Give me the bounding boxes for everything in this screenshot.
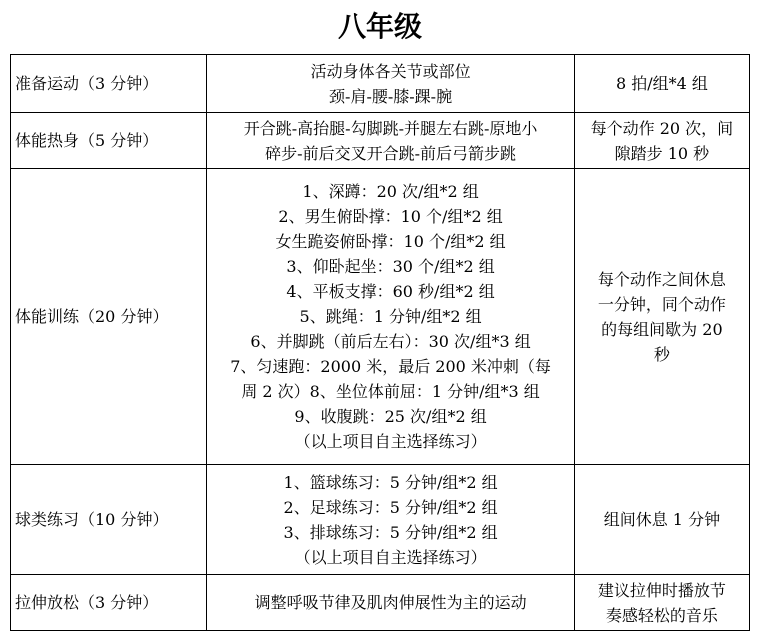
content-line: 2、足球练习：5 分钟/组*2 组 [283, 497, 498, 517]
note-line: 一分钟，同个动作 [597, 294, 726, 314]
content-line: 7、匀速跑：2000 米，最后 200 米冲刺（每 [230, 357, 551, 376]
table-row [11, 465, 750, 575]
content-line: 碎步-前后交叉开合跳-前后弓箭步跳 [265, 143, 516, 163]
content-line: 颈-肩-腰-膝-踝-腕 [329, 86, 453, 106]
note-line: 每个动作 20 次，间 [590, 118, 734, 138]
note-cell [574, 465, 749, 575]
note-line: 隙踏步 10 秒 [614, 143, 710, 163]
table-row [11, 55, 750, 113]
note-line: 的每组间歇为 20 [601, 319, 723, 339]
content-line: （以上项目自主选择练习） [294, 547, 487, 567]
note-line: 奏感轻松的音乐 [605, 605, 718, 625]
page-title: 八年级 [337, 10, 422, 43]
note-line: 组间休息 1 分钟 [603, 510, 721, 529]
table-row [11, 113, 750, 169]
note-cell [574, 55, 749, 113]
section-cell: 准备运动（3 分钟） [11, 55, 207, 113]
content-line: 2、男生俯卧撑：10 个/组*2 组 [278, 207, 503, 226]
content-line: 9、收腹跳：25 次/组*2 组 [294, 407, 487, 426]
table-row [11, 575, 750, 631]
content-cell [207, 169, 574, 465]
content-cell [207, 575, 574, 631]
content-line: 调整呼吸节律及肌肉伸展性为主的运动 [254, 593, 527, 612]
table-row [11, 169, 750, 465]
note-line: 每个动作之间休息 [597, 269, 726, 289]
content-line: 女生跪姿俯卧撑：10 个/组*2 组 [275, 232, 506, 251]
section-cell: 体能训练（20 分钟） [11, 169, 207, 465]
training-plan-table [10, 54, 750, 631]
content-line: 4、平板支撑：60 秒/组*2 组 [286, 282, 495, 301]
content-line: 3、排球练习：5 分钟/组*2 组 [283, 522, 498, 542]
content-line: 1、篮球练习：5 分钟/组*2 组 [283, 472, 498, 492]
content-line: 3、仰卧起坐：30 个/组*2 组 [286, 257, 495, 276]
content-line: 6、并脚跳（前后左右）：30 次/组*3 组 [250, 332, 531, 351]
content-line: 活动身体各关节或部位 [310, 61, 471, 81]
content-cell [207, 55, 574, 113]
section-cell: 体能热身（5 分钟） [11, 113, 207, 169]
note-line: 建议拉伸时播放节 [597, 580, 726, 600]
content-line: 开合跳-高抬腿-勾脚跳-并腿左右跳-原地小 [243, 118, 538, 138]
content-cell [207, 113, 574, 169]
content-line: 5、跳绳：1 分钟/组*2 组 [299, 307, 482, 326]
note-cell [574, 113, 749, 169]
content-cell [207, 465, 574, 575]
content-line: 1、深蹲：20 次/组*2 组 [302, 182, 479, 201]
note-line: 秒 [653, 344, 670, 364]
section-cell: 球类练习（10 分钟） [11, 465, 207, 575]
note-cell [574, 575, 749, 631]
note-cell [574, 169, 749, 465]
note-line: 8 拍/组*4 组 [615, 74, 708, 93]
content-line: （以上项目自主选择练习） [294, 432, 487, 451]
section-cell: 拉伸放松（3 分钟） [11, 575, 207, 631]
content-line: 周 2 次）8、坐位体前屈：1 分钟/组*3 组 [241, 382, 540, 401]
